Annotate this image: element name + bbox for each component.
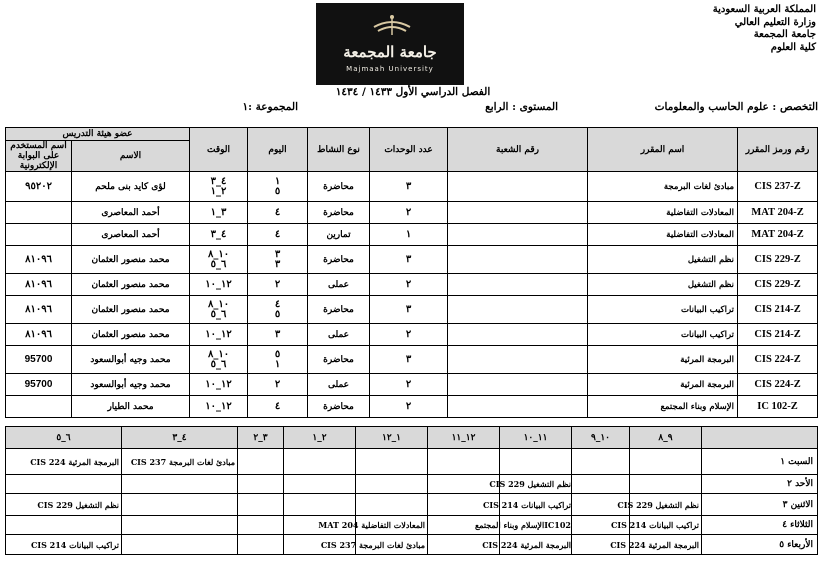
- faculty-name: أحمد المعاصرى: [72, 202, 190, 224]
- faculty-username: ٨١٠٩٦: [6, 246, 72, 274]
- weekly-schedule-table: [5, 426, 818, 555]
- course-section: [448, 202, 588, 224]
- schedule-cell: [238, 475, 284, 494]
- level-label: المستوى : الرابع: [485, 101, 558, 113]
- course-row: [6, 246, 818, 274]
- country-name: المملكة العربية السعودية: [712, 4, 816, 15]
- schedule-cell: نظم التشغيل CIS 229: [630, 494, 702, 516]
- schedule-cell: [122, 475, 238, 494]
- schedule-cell: [122, 535, 238, 555]
- schedule-cell: [572, 449, 630, 475]
- course-time-value: ٢_١: [210, 185, 227, 197]
- header-faculty-group: عضو هيئة التدريس: [6, 128, 190, 141]
- course-activity: عملى: [308, 274, 370, 296]
- course-units: ٣: [370, 172, 448, 202]
- schedule-day-label: الاثنين ٣: [702, 494, 818, 516]
- course-time-value: ١٠_٨: [207, 348, 230, 360]
- course-code: CIS 229-Z: [738, 274, 818, 296]
- time-slot-header: ٦_٥: [6, 427, 122, 449]
- course-time: [190, 274, 248, 296]
- institution-header: [713, 4, 816, 54]
- faculty-username: [6, 396, 72, 418]
- schedule-cell: [238, 516, 284, 535]
- faculty-username: [6, 224, 72, 246]
- course-time-value: ٣_١: [210, 206, 227, 218]
- schedule-cell: تراكيب البيانات CIS 214: [6, 535, 122, 555]
- schedule-cell: البرمجة المرئية CIS 224: [630, 535, 702, 555]
- course-day: [248, 202, 308, 224]
- schedule-day-row: [6, 516, 818, 535]
- time-slot-header: ٣_٢: [238, 427, 284, 449]
- schedule-day-label: السبت ١: [702, 449, 818, 475]
- book-emblem-icon: [372, 13, 412, 39]
- course-time-value: ١٢_١٠: [205, 378, 232, 390]
- course-row: [6, 172, 818, 202]
- header-time: الوقت: [190, 128, 248, 172]
- course-row: [6, 374, 818, 396]
- college-name: كلية العلوم: [770, 41, 816, 53]
- course-day: [248, 172, 308, 202]
- header-units: عدد الوحدات: [370, 128, 448, 172]
- course-day-value: ١: [274, 175, 281, 187]
- faculty-username: 95700: [6, 374, 72, 396]
- faculty-username: ٨١٠٩٦: [6, 274, 72, 296]
- course-row: [6, 346, 818, 374]
- course-day-value: ٣: [274, 258, 281, 270]
- course-name: البرمجة المرئية: [588, 374, 738, 396]
- course-row: [6, 296, 818, 324]
- course-code: CIS 224-Z: [738, 346, 818, 374]
- course-time: [190, 296, 248, 324]
- schedule-cell: [122, 516, 238, 535]
- schedule-cell: مبادئ لغات البرمجة CIS 237: [122, 449, 238, 475]
- courses-table: [5, 127, 818, 418]
- schedule-day-label: الأربعاء ٥: [702, 535, 818, 555]
- course-day: [248, 324, 308, 346]
- schedule-cell: البرمجة المرئية CIS 224: [6, 449, 122, 475]
- course-day: [248, 224, 308, 246]
- course-units: ٢: [370, 374, 448, 396]
- university-logo: [316, 3, 464, 85]
- schedule-cell: [238, 535, 284, 555]
- course-units: ٣: [370, 346, 448, 374]
- course-time-value: ١٢_١٠: [205, 278, 232, 290]
- course-activity: محاضرة: [308, 346, 370, 374]
- course-time: [190, 224, 248, 246]
- course-day-value: ٤: [274, 228, 281, 240]
- schedule-cell: [572, 475, 630, 494]
- course-code: CIS 224-Z: [738, 374, 818, 396]
- course-day-value: ٥: [274, 185, 281, 197]
- course-activity: عملى: [308, 324, 370, 346]
- schedule-day-label: الثلاثاء ٤: [702, 516, 818, 535]
- course-day-value: ٤: [274, 400, 281, 412]
- course-name: المعادلات التفاضلية: [588, 224, 738, 246]
- course-code: CIS 214-Z: [738, 296, 818, 324]
- time-slot-header: ٤_٣: [122, 427, 238, 449]
- faculty-name: محمد منصور العثمان: [72, 274, 190, 296]
- faculty-name: محمد منصور العثمان: [72, 324, 190, 346]
- course-time-value: ٦_٥: [210, 358, 227, 370]
- course-day-value: ٤: [274, 206, 281, 218]
- schedule-cell: [284, 475, 356, 494]
- course-units: ٣: [370, 246, 448, 274]
- course-row: [6, 324, 818, 346]
- schedule-cell: [356, 475, 428, 494]
- course-code: CIS 214-Z: [738, 324, 818, 346]
- course-activity: محاضرة: [308, 202, 370, 224]
- course-time-value: ٦_٥: [210, 308, 227, 320]
- schedule-cell: مبادئ لغات البرمجة CIS 237: [356, 535, 428, 555]
- schedule-cell: [630, 449, 702, 475]
- header-faculty-name: الاسم: [72, 141, 190, 172]
- course-time-value: ٤_٣: [210, 228, 227, 240]
- course-row: [6, 396, 818, 418]
- university-name: جامعة المجمعة: [753, 29, 816, 40]
- course-time-value: ١٢_١٠: [205, 400, 232, 412]
- time-slot-header: ٩_٨: [630, 427, 702, 449]
- logo-arabic-text: جامعة المجمعة: [343, 43, 437, 61]
- course-units: ١: [370, 224, 448, 246]
- course-section: [448, 324, 588, 346]
- course-day-value: ٣: [274, 248, 281, 260]
- course-time: [190, 324, 248, 346]
- course-units: ٢: [370, 396, 448, 418]
- schedule-day-row: [6, 535, 818, 555]
- course-time-value: ١٠_٨: [207, 248, 230, 260]
- course-code: MAT 204-Z: [738, 202, 818, 224]
- course-day: [248, 246, 308, 274]
- semester-title: الفصل الدراسي الأول ١٤٣٣ / ١٤٣٤: [335, 86, 491, 98]
- time-slot-header: ١٠_٩: [572, 427, 630, 449]
- course-name: المعادلات التفاضلية: [588, 202, 738, 224]
- course-section: [448, 172, 588, 202]
- schedule-cell: [122, 494, 238, 516]
- course-day: [248, 374, 308, 396]
- course-units: ٣: [370, 296, 448, 324]
- schedule-cell: [238, 494, 284, 516]
- schedule-cell: [238, 449, 284, 475]
- time-slot-header: ١٢_١١: [428, 427, 500, 449]
- header-day: اليوم: [248, 128, 308, 172]
- schedule-day-row: [6, 475, 818, 494]
- schedule-cell: [630, 475, 702, 494]
- faculty-name: محمد وجيه أبوالسعود: [72, 346, 190, 374]
- faculty-name: لؤى كايد بنى ملحم: [72, 172, 190, 202]
- course-code: IC 102-Z: [738, 396, 818, 418]
- header-code: رقم ورمز المقرر: [738, 128, 818, 172]
- course-time-value: ٤_٣: [210, 175, 227, 187]
- schedule-cell: نظم التشغيل CIS 229: [500, 475, 572, 494]
- course-day-value: ٤: [274, 298, 281, 310]
- faculty-username: ٨١٠٩٦: [6, 296, 72, 324]
- ministry-name: وزارة التعليم العالي: [734, 16, 816, 28]
- header-section: رقم الشعبة: [448, 128, 588, 172]
- time-slot-header: ١١_١٠: [500, 427, 572, 449]
- course-time-value: ٦_٥: [210, 258, 227, 270]
- course-section: [448, 224, 588, 246]
- course-name: البرمجة المرئية: [588, 346, 738, 374]
- course-code: CIS 237-Z: [738, 172, 818, 202]
- course-time-value: ١٠_٨: [207, 298, 230, 310]
- course-day-value: ٥: [274, 348, 281, 360]
- faculty-name: محمد منصور العثمان: [72, 296, 190, 324]
- time-slot-header: ٢_١: [284, 427, 356, 449]
- schedule-cell: IC102الإسلام وبناء المجتمع: [500, 516, 572, 535]
- header-name: اسم المقرر: [588, 128, 738, 172]
- course-day-value: ٢: [274, 278, 281, 290]
- schedule-cell: [284, 494, 356, 516]
- schedule-cell: [500, 449, 572, 475]
- course-row: [6, 224, 818, 246]
- course-section: [448, 246, 588, 274]
- course-row: [6, 274, 818, 296]
- schedule-cell: البرمجة المرئية CIS 224: [500, 535, 572, 555]
- course-activity: محاضرة: [308, 246, 370, 274]
- course-units: ٢: [370, 324, 448, 346]
- faculty-username: ٩٥٢٠٢: [6, 172, 72, 202]
- schedule-cell: [6, 516, 122, 535]
- course-time: [190, 396, 248, 418]
- group-label: المجموعة :١: [242, 101, 298, 113]
- course-time-value: ١٢_١٠: [205, 328, 232, 340]
- faculty-name: محمد منصور العثمان: [72, 246, 190, 274]
- course-code: MAT 204-Z: [738, 224, 818, 246]
- course-name: الإسلام وبناء المجتمع: [588, 396, 738, 418]
- course-units: ٢: [370, 202, 448, 224]
- course-name: مبادئ لغات البرمجة: [588, 172, 738, 202]
- course-day-value: ٣: [274, 328, 281, 340]
- faculty-username: 95700: [6, 346, 72, 374]
- course-name: نظم التشغيل: [588, 246, 738, 274]
- course-time: [190, 246, 248, 274]
- course-name: تراكيب البيانات: [588, 324, 738, 346]
- schedule-cell: [356, 449, 428, 475]
- course-day: [248, 274, 308, 296]
- course-section: [448, 396, 588, 418]
- course-day: [248, 346, 308, 374]
- course-activity: محاضرة: [308, 172, 370, 202]
- course-day: [248, 396, 308, 418]
- schedule-cell: المعادلات التفاضلية MAT 204: [356, 516, 428, 535]
- faculty-name: محمد الطيار: [72, 396, 190, 418]
- schedule-cell: [356, 494, 428, 516]
- course-activity: محاضرة: [308, 296, 370, 324]
- course-name: تراكيب البيانات: [588, 296, 738, 324]
- course-day-value: ٢: [274, 378, 281, 390]
- course-section: [448, 274, 588, 296]
- faculty-name: أحمد المعاصرى: [72, 224, 190, 246]
- schedule-cell: [284, 449, 356, 475]
- schedule-day-row: [6, 449, 818, 475]
- course-time: [190, 172, 248, 202]
- header-activity: نوع النشاط: [308, 128, 370, 172]
- course-activity: تمارين: [308, 224, 370, 246]
- course-section: [448, 374, 588, 396]
- course-day: [248, 296, 308, 324]
- major-label: التخصص : علوم الحاسب والمعلومات: [654, 101, 818, 113]
- course-units: ٢: [370, 274, 448, 296]
- header-username: اسم المستخدم على البوابة الإلكترونية: [6, 141, 72, 172]
- course-row: [6, 202, 818, 224]
- course-time: [190, 374, 248, 396]
- course-section: [448, 346, 588, 374]
- schedule-day-row: [6, 494, 818, 516]
- schedule-day-label: الأحد ٢: [702, 475, 818, 494]
- course-section: [448, 296, 588, 324]
- faculty-username: [6, 202, 72, 224]
- course-time: [190, 346, 248, 374]
- course-activity: عملى: [308, 374, 370, 396]
- faculty-username: ٨١٠٩٦: [6, 324, 72, 346]
- schedule-cell: تراكيب البيانات CIS 214: [500, 494, 572, 516]
- schedule-cell: [6, 475, 122, 494]
- schedule-cell: [428, 449, 500, 475]
- course-name: نظم التشغيل: [588, 274, 738, 296]
- time-slot-header: ١_١٢: [356, 427, 428, 449]
- schedule-cell: نظم التشغيل CIS 229: [6, 494, 122, 516]
- course-day-value: ١: [274, 358, 281, 370]
- schedule-cell: تراكيب البيانات CIS 214: [630, 516, 702, 535]
- course-code: CIS 229-Z: [738, 246, 818, 274]
- schedule-corner-cell: [702, 427, 818, 449]
- course-day-value: ٥: [274, 308, 281, 320]
- course-time: [190, 202, 248, 224]
- logo-english-text: Majmaah University: [346, 65, 434, 73]
- time-slot-header-row: [6, 427, 818, 449]
- faculty-name: محمد وجيه أبوالسعود: [72, 374, 190, 396]
- course-activity: محاضرة: [308, 396, 370, 418]
